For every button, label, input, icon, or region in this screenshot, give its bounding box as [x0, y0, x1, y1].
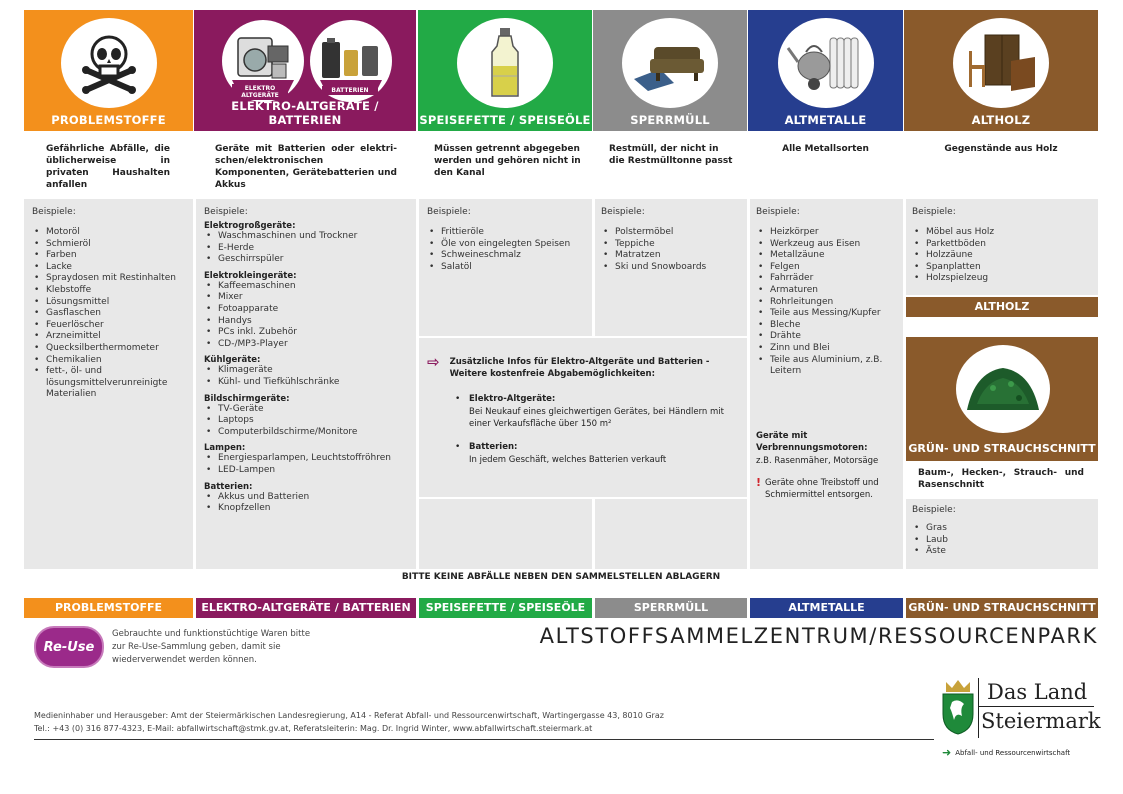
description-elektro: Geräte mit Batterien oder elektri-schen/elektronischen Komponenten, Gerätebatterien und Akkus [215, 144, 397, 190]
list-item: • CD-/MP3-Player [204, 339, 408, 351]
skull-crossbones-icon [61, 18, 157, 108]
arrow-right-icon: ⇨ [427, 353, 440, 371]
group-list [204, 281, 408, 351]
list-item: • Klimageräte [204, 365, 408, 377]
group-list [204, 231, 408, 266]
list-item: • Lösungsmittel [32, 297, 185, 309]
motor-text: z.B. Rasenmäher, Motorsäge [756, 455, 879, 466]
bar-sperrmuell: SPERRMÜLL [595, 598, 747, 618]
empty-panel [595, 499, 747, 569]
header-altholz [904, 10, 1098, 131]
list-item: • Holzspielzeug [912, 273, 1092, 285]
list-item: • Teppiche [601, 239, 741, 251]
header-title: SPEISEFETTE / SPEISEÖLE [419, 113, 591, 127]
group-heading: Elektrogroßgeräte: [204, 221, 296, 231]
list-item: • Computerbildschirme/Monitore [204, 427, 408, 439]
description-sperrmuell: Restmüll, der nicht in die Restmülltonne passt [609, 144, 733, 166]
list-item: • Spanplatten [912, 262, 1092, 274]
warning-icon: ! [756, 475, 762, 489]
info-box: ⇨ Zusätzliche Infos für Elektro-Altgeräte und Batterien - Weitere kostenfreie Abgabemöglichkeiten: • Elektro-Altgeräte: Bei Neukauf eines gleichwertigen Gerätes, bei Händlern mit einer Verkaufsfläche über 150 m² • Batterien: In jedem Geschäft, welches Batterien verkauft [419, 338, 747, 497]
examples-list [32, 227, 185, 401]
list-item: • Fahrräder [756, 273, 897, 285]
empty-panel [419, 499, 592, 569]
list-item: • Knopfzellen [204, 503, 408, 515]
header-problemstoffe [24, 10, 193, 131]
group-list [204, 453, 408, 476]
group-heading: Elektrokleingeräte: [204, 270, 297, 281]
notice-no-dumping: BITTE KEINE ABFÄLLE NEBEN DEN SAMMELSTELLEN ABLAGERN [401, 572, 721, 582]
list-item: • TV-Geräte [204, 404, 408, 416]
page-title: ALTSTOFFSAMMELZENTRUM/RESSOURCENPARK [539, 624, 1098, 648]
group-heading: Batterien: [204, 481, 253, 492]
panel-sperrmuell [595, 199, 747, 336]
coat-of-arms-icon [940, 678, 976, 736]
list-item: • Akkus und Batterien [204, 492, 408, 504]
watering-can-radiator-icon [778, 18, 874, 108]
list-item: • PCs inkl. Zubehör [204, 327, 408, 339]
list-item: • Feuerlöscher [32, 320, 185, 332]
list-item: • Möbel aus Holz [912, 227, 1092, 239]
bar-elektro: ELEKTRO-ALTGERÄTE / BATTERIEN [196, 598, 416, 618]
panel-speisefette [419, 199, 592, 336]
motor-warning: Geräte ohne Treibstoff und Schmiermittel entsorgen. [765, 477, 879, 500]
description-problemstoffe: Gefährliche Abfälle, die üblicherweise in privaten Haushalten anfallen [46, 144, 170, 190]
examples-label: Beispiele: [427, 207, 471, 217]
header-gruen [906, 337, 1098, 461]
info-bullet-text: Bei Neukauf eines gleichwertigen Gerätes, bei Händlern mit einer Verkaufsfläche über 150 m² [469, 407, 724, 429]
info-bullet-text: In jedem Geschäft, welches Batterien verkauft [469, 455, 667, 465]
list-item: • fett-, öl- und lösungsmittelverunreinigte Materialien [32, 366, 185, 401]
list-item: • Holzzäune [912, 250, 1092, 262]
wooden-furniture-icon [953, 18, 1049, 108]
sticker-batterien: BATTERIEN [322, 86, 378, 95]
elektro-groups [204, 221, 408, 515]
list-item: • Kaffeemaschinen [204, 281, 408, 293]
examples-label: Beispiele: [912, 207, 956, 217]
motor-heading: Geräte mit Verbrennungsmotoren: [756, 430, 868, 453]
list-item: • LED-Lampen [204, 465, 408, 477]
list-item: • Quecksilberthermometer [32, 343, 185, 355]
bar-speisefette: SPEISEFETTE / SPEISEÖLE [419, 598, 592, 618]
list-item: • Klebstoffe [32, 285, 185, 297]
list-item: • Schweineschmalz [427, 250, 584, 262]
list-item: • Bleche [756, 320, 897, 332]
list-item: • Chemikalien [32, 355, 185, 367]
list-item: • Metallzäune [756, 250, 897, 262]
panel-gruen [906, 499, 1098, 569]
list-item: • Heizkörper [756, 227, 897, 239]
altholz-label: ALTHOLZ [906, 297, 1098, 317]
header-altmetalle [748, 10, 903, 131]
list-item: • Armaturen [756, 285, 897, 297]
list-item: • Motoröl [32, 227, 185, 239]
list-item: • Handys [204, 316, 408, 328]
group-heading: Kühlgeräte: [204, 355, 261, 366]
arrow-right-icon: ➜ [942, 746, 952, 759]
examples-label: Beispiele: [912, 505, 956, 515]
list-item: • Mixer [204, 292, 408, 304]
list-item: • Salatöl [427, 262, 584, 274]
list-item: • Rohrleitungen [756, 297, 897, 309]
header-elektro [194, 10, 416, 131]
list-item: • Kühl- und Tiefkühlschränke [204, 377, 408, 389]
list-item: • Farben [32, 250, 185, 262]
list-item: • Teile aus Messing/Kupfer [756, 308, 897, 320]
bar-gruen: GRÜN- UND STRAUCHSCHNITT [906, 598, 1098, 618]
header-sperrmuell [593, 10, 747, 131]
header-speisefette [418, 10, 592, 131]
panel-altholz [906, 199, 1098, 295]
examples-list [427, 227, 584, 273]
list-item: • Schmieröl [32, 239, 185, 251]
list-item: • Waschmaschinen und Trockner [204, 231, 408, 243]
header-title: SPERRMÜLL [630, 113, 710, 127]
logo-text-box [978, 678, 1101, 738]
header-title: ALTMETALLE [784, 113, 867, 127]
list-item: • Zinn und Blei [756, 343, 897, 355]
list-item: • Parkettböden [912, 239, 1092, 251]
panel-altmetalle [750, 199, 903, 569]
list-item: • Arzneimittel [32, 331, 185, 343]
logo-subline [942, 746, 1070, 759]
list-item: • Drähte [756, 331, 897, 343]
description-altmetalle: Alle Metallsorten [782, 144, 869, 154]
list-item: • Laub [912, 535, 1092, 547]
group-heading: Bildschirmgeräte: [204, 393, 290, 404]
publisher-line-2: Tel.: +43 (0) 316 877-4323, E-Mail: abfallwirtschaft@stmk.gv.at, Referatsleiterin: Mag. Dr. Ingrid Winter, www.abfallwirtschaft.steiermark.at [34, 724, 593, 733]
list-item: • Polstermöbel [601, 227, 741, 239]
divider [34, 739, 934, 740]
info-heading: Zusätzliche Infos für Elektro-Altgeräte und Batterien - Weitere kostenfreie Abgabemöglichkeiten: [449, 357, 710, 379]
list-item: • Laptops [204, 415, 408, 427]
oil-bottle-icon [457, 18, 553, 108]
panel-elektro [196, 199, 416, 569]
green-waste-pile-icon [956, 345, 1050, 433]
info-bullet-title: Batterien: [469, 442, 518, 452]
examples-list [912, 227, 1092, 285]
logo-line-1: Das Land [979, 678, 1094, 707]
group-list [204, 365, 408, 388]
gruen-description: Baum-, Hecken-, Strauch- und Rasenschnitt [918, 468, 1084, 490]
examples-label: Beispiele: [601, 207, 645, 217]
bar-altmetalle: ALTMETALLE [750, 598, 903, 618]
list-item: • Werkzeug aus Eisen [756, 239, 897, 251]
list-item: • Geschirrspüler [204, 254, 408, 266]
publisher-line-1: Medieninhaber und Herausgeber: Amt der Steiermärkischen Landesregierung, A14 - Referat Abfall- und Ressourcenwirtschaft, Wartingergasse 43, 8010 Graz [34, 711, 664, 720]
list-item: • Lacke [32, 262, 185, 274]
list-item: • Felgen [756, 262, 897, 274]
list-item: • Gasflaschen [32, 308, 185, 320]
header-title: ALTHOLZ [971, 113, 1031, 127]
examples-label: Beispiele: [32, 207, 76, 217]
list-item: • E-Herde [204, 243, 408, 255]
gruen-title: GRÜN- UND STRAUCHSCHNITT [908, 442, 1096, 455]
examples-list [601, 227, 741, 273]
examples-list [912, 523, 1092, 558]
list-item: • Ski und Snowboards [601, 262, 741, 274]
group-list [204, 492, 408, 515]
description-speisefette: Müssen getrennt abgegeben werden und gehören nicht in den Kanal [434, 144, 581, 178]
logo-line-2: Steiermark [981, 709, 1101, 733]
list-item: • Teile aus Aluminium, z.B. Leitern [756, 355, 897, 378]
list-item: • Matratzen [601, 250, 741, 262]
list-item: • Gras [912, 523, 1092, 535]
reuse-text: Gebrauchte und funktionstüchtige Waren bitte zur Re-Use-Sammlung geben, damit sie wiederverwendet werden können. [112, 629, 311, 665]
header-title: PROBLEMSTOFFE [51, 113, 166, 127]
examples-label: Beispiele: [756, 207, 800, 217]
group-list [204, 404, 408, 439]
description-altholz: Gegenstände aus Holz [944, 144, 1058, 154]
list-item: • Öle von eingelegten Speisen [427, 239, 584, 251]
sofa-carpet-icon [622, 18, 718, 108]
examples-label: Beispiele: [204, 207, 248, 217]
header-title: ELEKTRO-ALTGERÄTE / BATTERIEN [231, 99, 379, 127]
list-item: • Spraydosen mit Restinhalten [32, 273, 185, 285]
group-heading: Lampen: [204, 443, 246, 454]
list-item: • Energiesparlampen, Leuchtstoffröhren [204, 453, 408, 465]
panel-problemstoffe [24, 199, 193, 569]
reuse-badge: Re-Use [34, 626, 104, 668]
examples-list [756, 227, 897, 378]
info-bullet-title: Elektro-Altgeräte: [469, 394, 556, 404]
bar-problemstoffe: PROBLEMSTOFFE [24, 598, 193, 618]
list-item: • Fotoapparate [204, 304, 408, 316]
list-item: • Frittieröle [427, 227, 584, 239]
sticker-elektro: ELEKTRO ALTGERÄTE [232, 84, 288, 100]
logo-sub-text: Abfall- und Ressourcenwirtschaft [955, 748, 1071, 757]
list-item: • Äste [912, 546, 1092, 558]
